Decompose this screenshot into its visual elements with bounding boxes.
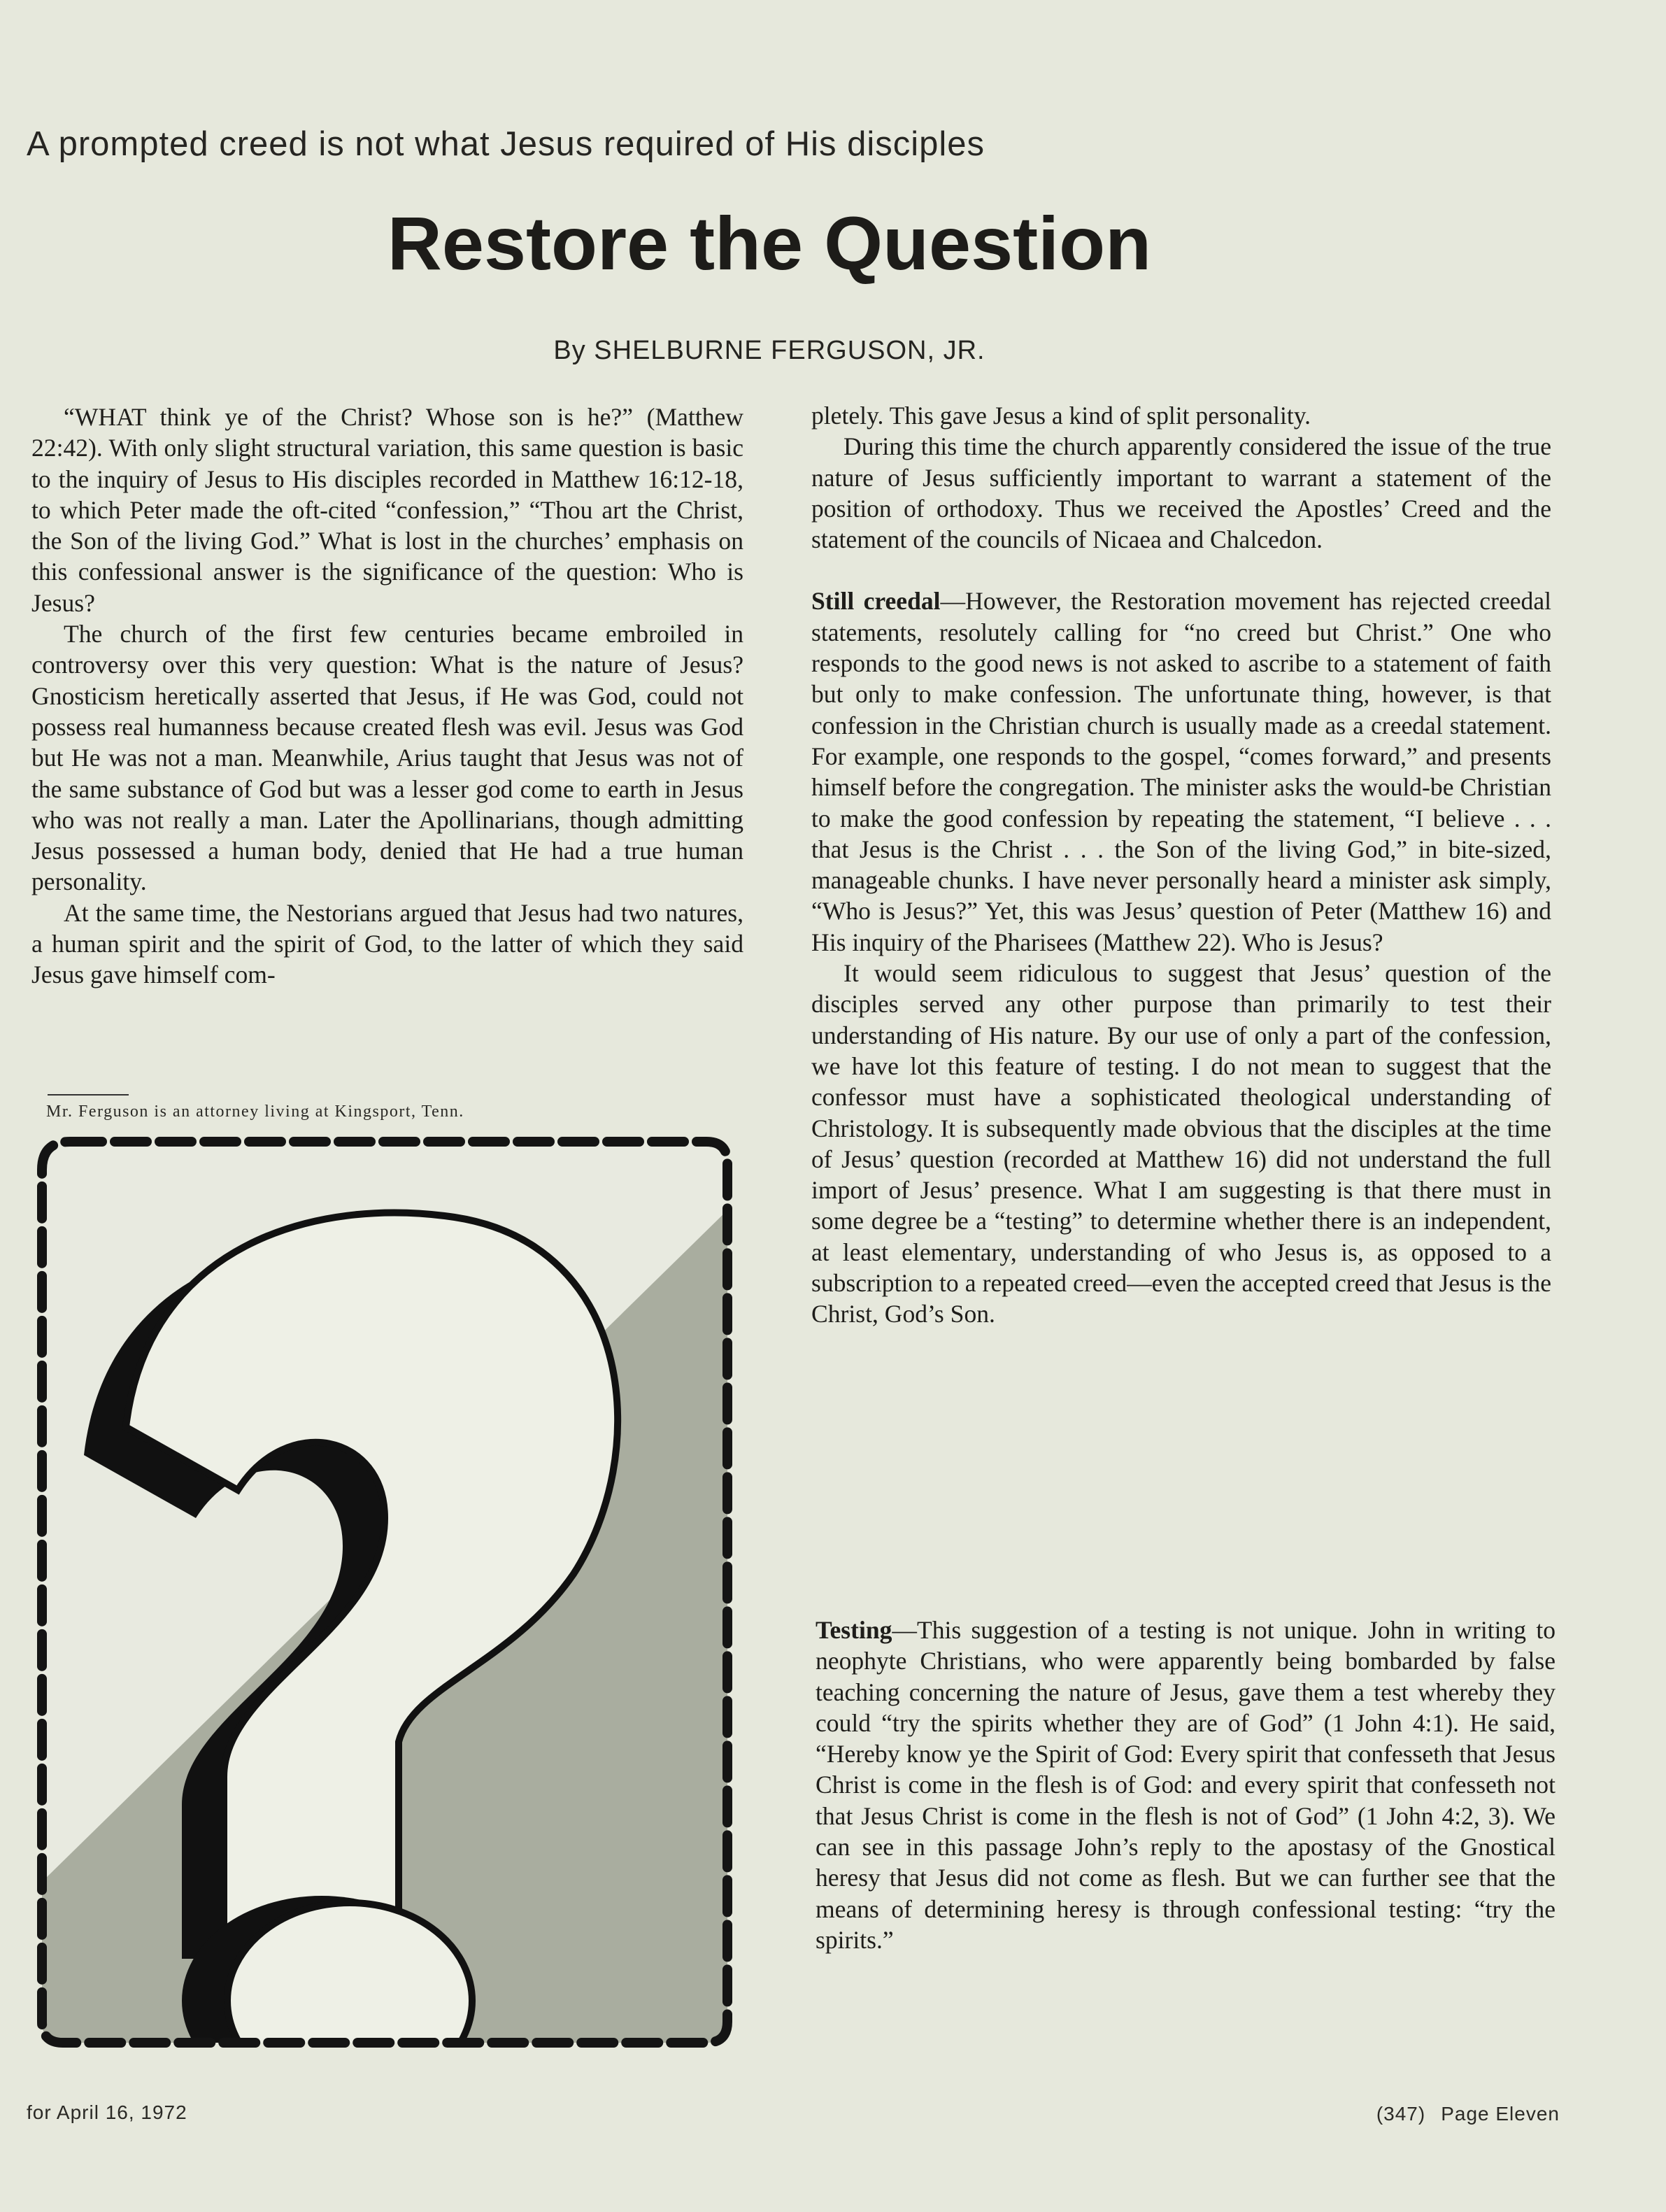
issue-date: for April 16, 1972 [27,2101,187,2123]
issue-number: (347) [1376,2103,1426,2125]
kicker: A prompted creed is not what Jesus required of His disciples [27,125,985,163]
article-title: Restore the Question [387,201,1152,285]
section-gap [811,555,1551,586]
paragraph: During this time the church apparently considered the issue of the true nature of Jesus sufficiently important to warrant a statement of the position of orthodoxy. Thus we received the Apostles’ Creed and the statement of the councils of Nicaea and Chalcedon. [811,432,1551,554]
section-heading: Testing [816,1616,892,1644]
paragraph-text: —This suggestion of a testing is not unique. John in writing to neophyte Christians, who were apparently being bombarded by false teaching concerning the nature of Jesus, gave them a test whereby they could “try the spirits whether they are of God” (1 John 4:1). He said, “Hereby know ye the Spirit of God: Every spirit that confesseth that Jesus Christ is come in the flesh is of God: and every spirit that confesseth not that Jesus Christ is come in the flesh is not of God” (1 John 4:2, 3). We can see in this passage John’s reply to the apostasy of the Gnostical heresy that Jesus did not come as flesh. But we can further see that the means of determining heresy is through confessional testing: “try the spirits.” [816,1616,1555,1954]
question-mark-icon [21,1126,748,2057]
left-column [31,402,743,991]
paragraph: It would seem ridiculous to suggest that Jesus’ question of the disciples served any other purpose than primarily to test their understanding of His nature. By our use of only a part of the confession, we have lot this feature of testing. I do not mean to suggest that the confessor must have a sophisticated theological understanding of Christology. It is subsequently made obvious that the disciples at the time of Jesus’ question (recorded at Matthew 16) did not understand the full import of Jesus’ presence. What I am suggesting is that there must in some degree be a “testing” to determine whether there is an independent, at least elementary, understanding of who Jesus is, as opposed to a subscription to a repeated creed—even the accepted creed that Jesus is the Christ, God’s Son. [811,959,1551,1328]
section-heading: Still creedal [811,587,941,616]
page-folio [1376,2103,1560,2125]
paragraph [816,1615,1555,1955]
right-column-bottom [816,1615,1555,1955]
footnote-rule [48,1094,129,1096]
author-footnote: Mr. Ferguson is an attorney living at Kingsport, Tenn. [46,1103,464,1121]
right-column-top [811,400,1551,1330]
paragraph: “WHAT think ye of the Christ? Whose son is he?” (Matthew 22:42). With only slight structural variation, this same question is basic to the inquiry of Jesus to His disciples recorded in Matthew 16:12-18, to which Peter made the oft-cited “confession,” “Thou art the Christ, the Son of the living God.” What is lost in the churches’ emphasis on this confessional answer is the significance of the question: Who is Jesus? [31,403,743,617]
paragraph [811,586,1551,958]
paragraph: pletely. This gave Jesus a kind of split personality. [811,402,1311,430]
byline: By SHELBURNE FERGUSON, JR. [553,336,985,365]
paragraph-text: —However, the Restoration movement has rejected creedal statements, resolutely calling for “no creed but Christ.” One who responds to the good news is not asked to ascribe to a statement of faith but only to make confession. The unfortunate thing, however, is that confession in the Christian church is usually made as a creedal statement. For example, one responds to the gospel, “comes forward,” and presents himself before the congregation. The minister asks the would-be Christian to make the good confession by repeating the statement, “I believe . . . that Jesus is the Christ . . . the Son of the living God,” in bite-sized, manageable chunks. I have never personally heard a minister ask simply, “Who is Jesus?” Yet, this was Jesus’ question of Peter (Matthew 16) and His inquiry of the Pharisees (Matthew 22). Who is Jesus? [811,587,1551,956]
page-number: Page Eleven [1441,2103,1560,2125]
paragraph: The church of the first few centuries became embroiled in controversy over this very question: What is the nature of Jesus? Gnosticism heretically asserted that Jesus, if He was God, could not possess real humanness because created flesh was evil. Jesus was God but He was not a man. Meanwhile, Arius taught that Jesus was not of the same substance of God but was a lesser god come to earth in Jesus who was not really a man. Later the Apollinarians, though admitting Jesus possessed a human body, denied that He had a true human personality. [31,620,743,896]
paragraph: At the same time, the Nestorians argued that Jesus had two natures, a human spirit and the spirit of God, to the latter of which they said Jesus gave himself com- [31,898,743,989]
